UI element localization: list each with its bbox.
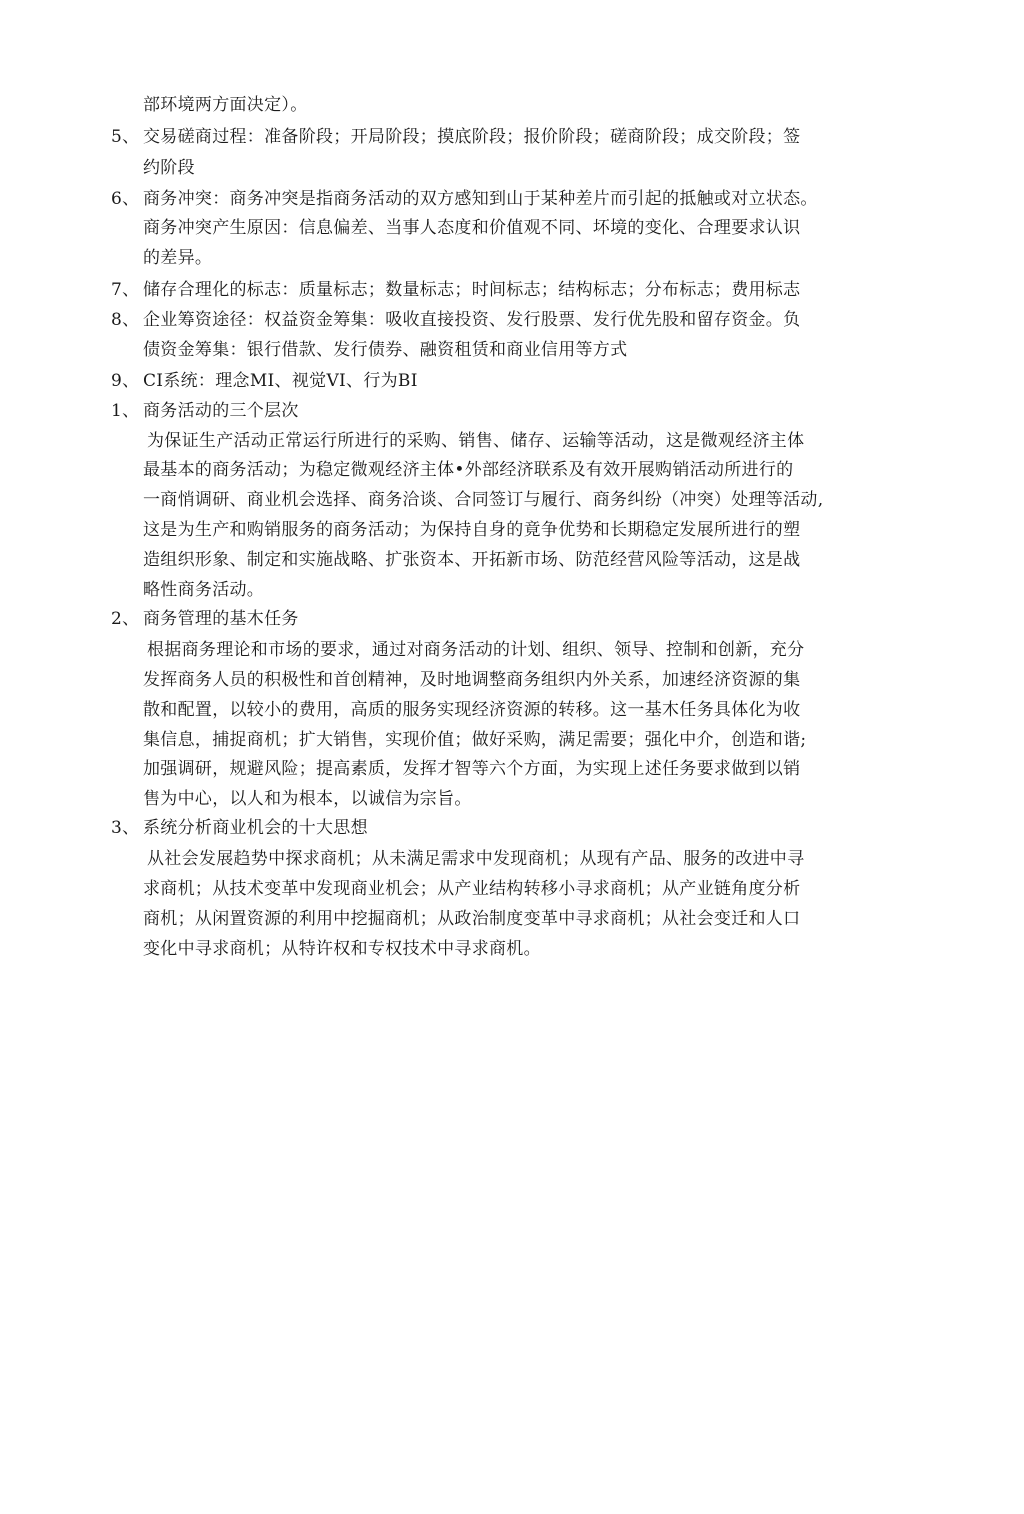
text-line: 约阶段 xyxy=(143,158,195,178)
list-number: 1、 xyxy=(111,401,140,421)
list-number: 7、 xyxy=(111,280,140,300)
paragraph-line: 造组织形象、制定和实施战略、扩张资本、开拓新市场、防范经营风险等活动，这是战 xyxy=(143,550,801,570)
paragraph-line: 一商悄调研、商业机会选择、商务洽谈、合同签订与履行、商务纠纷（冲突）处理等活动, xyxy=(143,490,824,510)
list-item-8: 8、 企业筹资途径：权益资金筹集：吸收直接投资、发行股票、发行优先股和留存资金。负 xyxy=(111,307,800,333)
paragraph-line: 根据商务理论和市场的要求，通过对商务活动的计划、组织、领导、控制和创新，充分 xyxy=(147,640,805,660)
paragraph-line: 为保证生产活动正常运行所进行的采购、销售、储存、运输等活动，这是微观经济主体 xyxy=(147,431,805,451)
text-line: 商务冲突产生原因：信息偏差、当事人态度和价值观不同、坏境的变化、合理要求认识 xyxy=(143,218,801,238)
list-item-9: 9、 CI系统：理念MI、视觉VI、行为BI xyxy=(111,368,418,394)
list-number: 9、 xyxy=(111,371,140,391)
paragraph-line: 售为中心，以人和为根本，以诚信为宗旨。 xyxy=(143,789,472,809)
list-number: 6、 xyxy=(111,189,140,209)
list-item-5: 5、 交易磋商过程：准备阶段；开局阶段；摸底阶段；报价阶段；磋商阶段；成交阶段；签 xyxy=(111,124,800,150)
paragraph-line: 最基本的商务活动；为稳定微观经济主体•外部经济联系及有效开展购销活动所进行的 xyxy=(143,460,794,480)
paragraph-line: 集信息，捕捉商机；扩大销售，实现价值；做好采购，满足需要；强化中介，创造和谐; xyxy=(143,730,807,750)
section-heading-3: 3、 系统分析商业机会的十大思想 xyxy=(111,815,368,841)
list-item-7: 7、 储存合理化的标志：质量标志；数量标志；时间标志；结构标志；分布标志；费用标志 xyxy=(111,277,800,303)
paragraph-line: 变化中寻求商机；从特许权和专权技术中寻求商机。 xyxy=(143,939,541,959)
paragraph-line: 略性商务活动。 xyxy=(143,580,265,600)
list-number: 5、 xyxy=(111,127,140,147)
list-item-6: 6、 商务冲突：商务冲突是指商务活动的双方感知到山于某种差片而引起的抵触或对立状态。 xyxy=(111,186,818,212)
paragraph-line: 商机；从闲置资源的利用中挖掘商机；从政治制度变革中寻求商机；从社会变迁和人口 xyxy=(143,909,801,929)
paragraph-line: 求商机；从技术变革中发现商业机会；从产业结构转移小寻求商机；从产业链角度分析 xyxy=(143,879,801,899)
list-number: 2、 xyxy=(111,609,140,629)
paragraph-line: 发挥商务人员的积极性和首创精神，及时地调整商务组织内外关系，加速经济资源的集 xyxy=(143,670,801,690)
text-line: 的差异。 xyxy=(143,248,213,268)
paragraph-line: 从社会发展趋势中探求商机；从未满足需求中发现商机；从现有产品、服务的改进中寻 xyxy=(147,849,805,869)
list-number: 3、 xyxy=(111,818,140,838)
paragraph-line: 加强调研，规避风险；提高素质，发挥才智等六个方面，为实现上述任务要求做到以销 xyxy=(143,759,801,779)
list-number: 8、 xyxy=(111,310,140,330)
section-heading-1: 1、 商务活动的三个层次 xyxy=(111,398,299,424)
section-heading-2: 2、 商务管理的基木任务 xyxy=(111,606,299,632)
paragraph-line: 散和配置，以较小的费用，高质的服务实现经济资源的转移。这一基木任务具体化为收 xyxy=(143,700,801,720)
text-line: 部环境两方面决定）。 xyxy=(143,95,308,115)
text-line: 债资金筹集：银行借款、发行债券、融资租赁和商业信用等方式 xyxy=(143,340,628,360)
paragraph-line: 这是为生产和购销服务的商务活动；为保持自身的竟争优势和长期稳定发展所进行的塑 xyxy=(143,520,801,540)
